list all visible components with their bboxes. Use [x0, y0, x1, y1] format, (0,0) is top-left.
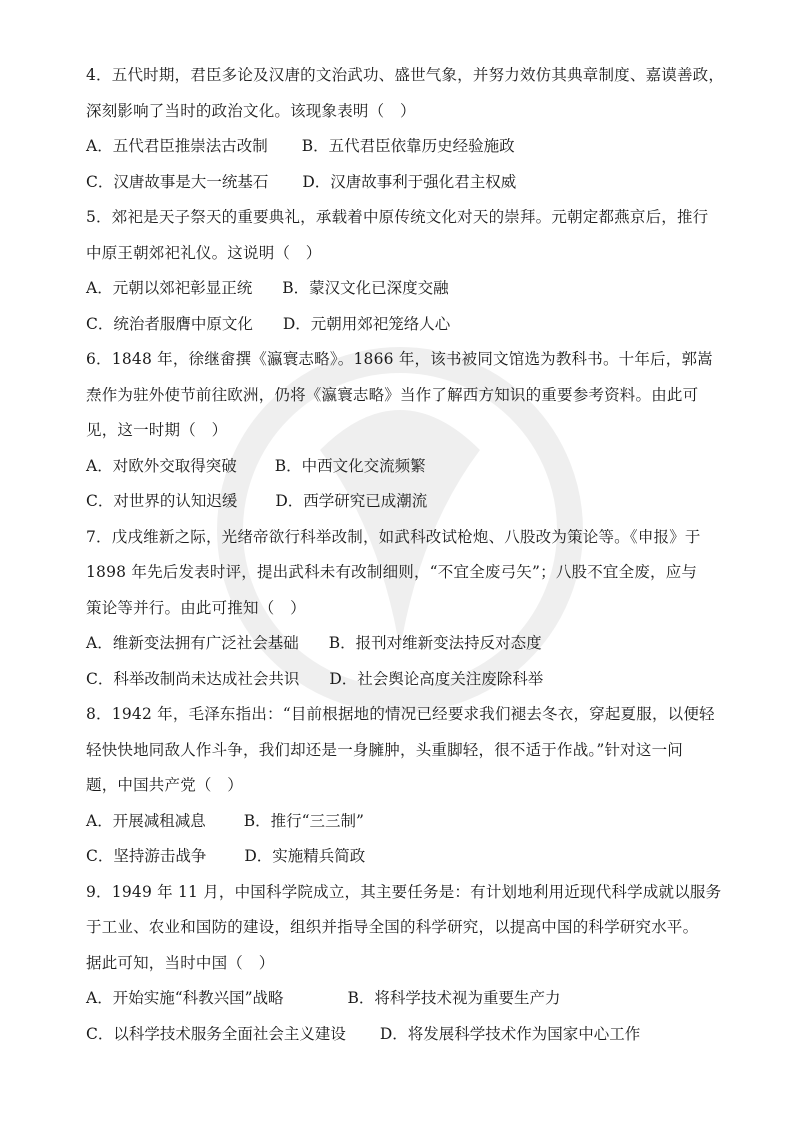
question-4-option-a[interactable]: A．五代君臣推崇法古改制: [86, 137, 268, 155]
question-8-stem-line-2: 轻快快地同敌人作斗争，我们却还是一身臃肿，头重脚轻，很不适于作战。”针对这一问: [86, 740, 683, 759]
question-4-option-d[interactable]: D．汉唐故事利于强化君主权威: [302, 172, 517, 191]
question-8-option-b[interactable]: B．推行“三三制”: [243, 811, 364, 830]
question-5-option-c[interactable]: C．统治者服膺中原文化: [86, 314, 253, 333]
question-9-stem-line-2: 于工业、农业和国防的建设，组织并指导全国的科学研究，以提高中国的科学研究水平。: [86, 918, 699, 936]
question-9-option-a[interactable]: A．开始实施“科教兴国”战略: [86, 989, 284, 1007]
question-5: [86, 200, 726, 342]
question-7-stem-line-3: 策论等并行。由此可推知（ ）: [86, 598, 306, 617]
question-4: [86, 58, 726, 200]
question-7-option-a[interactable]: A．维新变法拥有广泛社会基础: [86, 634, 299, 652]
question-8-options-row-1: [86, 804, 726, 840]
question-9-stem-line-3: 据此可知，当时中国（ ）: [86, 953, 275, 972]
question-5-options-row-1: [86, 271, 726, 307]
question-9-option-d[interactable]: D．将发展科学技术作为国家中心工作: [379, 1024, 641, 1043]
question-7-stem-line-2: 1898 年先后发表时评，提出武科未有改制细则，“不宜全废弓矢”；八股不宜全废，应与: [86, 563, 698, 581]
question-9-option-c[interactable]: C．以科学技术服务全面社会主义建设: [86, 1024, 346, 1043]
question-6-option-b[interactable]: B．中西文化交流频繁: [274, 456, 426, 475]
question-6-stem-line-1: 6．1848 年，徐继畲撰《瀛寰志略》。1866 年，该书被同文馆选为教科书。十年后，郭嵩: [86, 350, 713, 368]
question-6: [86, 342, 726, 520]
question-6-option-a[interactable]: A．对欧外交取得突破: [86, 456, 237, 475]
question-9: [86, 875, 726, 1053]
question-9-options-row-1: [86, 981, 726, 1017]
question-4-option-b[interactable]: B．五代君臣依靠历史经验施政: [301, 137, 515, 155]
question-5-stem-line-2: 中原王朝郊祀礼仪。这说明（ ）: [86, 243, 322, 262]
question-7-options-row-2: [86, 662, 726, 698]
question-9-option-b[interactable]: B．将科学技术视为重要生产力: [347, 989, 561, 1007]
question-9-options-row-2: [86, 1017, 726, 1053]
question-8: [86, 697, 726, 875]
question-6-option-d[interactable]: D．西学研究已成潮流: [275, 492, 428, 510]
question-8-option-d[interactable]: D．实施精兵简政: [244, 847, 366, 865]
question-6-options-row-1: [86, 449, 726, 485]
question-4-stem-line-2: 深刻影响了当时的政治文化。该现象表明（ ）: [86, 101, 416, 120]
question-8-options-row-2: [86, 839, 726, 875]
question-8-option-c[interactable]: C．坚持游击战争: [86, 847, 207, 865]
question-7-stem-line-1: 7．戊戌维新之际，光绪帝欲行科举改制，如武科改试枪炮、八股改为策论等。《申报》于: [86, 527, 701, 546]
question-6-options-row-2: [86, 484, 726, 520]
question-7-option-d[interactable]: D．社会舆论高度关注废除科举: [329, 669, 544, 688]
question-8-stem-line-3: 题，中国共产党（ ）: [86, 776, 244, 794]
question-4-option-c[interactable]: C．汉唐故事是大一统基石: [86, 172, 269, 191]
question-8-stem-line-1: 8．1942 年，毛泽东指出：“目前根据地的情况已经要求我们褪去冬衣，穿起夏服，以便轻: [86, 705, 715, 723]
question-6-stem-line-3: 见，这一时期（ ）: [86, 421, 228, 439]
question-9-stem-line-1: 9．1949 年 11 月，中国科学院成立，其主要任务是：有计划地利用近现代科学成就以服务: [86, 882, 722, 901]
question-list: [86, 58, 726, 1052]
question-4-options-row-2: [86, 165, 726, 201]
question-4-options-row-1: [86, 129, 726, 165]
question-7: [86, 520, 726, 698]
question-6-stem-line-2: 焘作为驻外使节前往欧洲，仍将《瀛寰志略》当作了解西方知识的重要参考资料。由此可: [86, 385, 699, 404]
question-5-stem-line-1: 5．郊祀是天子祭天的重要典礼，承载着中原传统文化对天的崇拜。元朝定都燕京后，推行: [86, 208, 709, 226]
question-5-option-a[interactable]: A．元朝以郊祀彰显正统: [86, 279, 253, 297]
question-5-option-d[interactable]: D．元朝用郊祀笼络人心: [282, 314, 451, 333]
question-7-options-row-1: [86, 626, 726, 662]
question-4-stem-line-1: 4．五代时期，君臣多论及汉唐的文治武功、盛世气象，并努力效仿其典章制度、嘉谟善政，: [86, 66, 725, 84]
question-5-options-row-2: [86, 307, 726, 343]
question-8-option-a[interactable]: A．开展减租减息: [86, 811, 206, 830]
question-5-option-b[interactable]: B．蒙汉文化已深度交融: [282, 279, 449, 297]
question-6-option-c[interactable]: C．对世界的认知迟缓: [86, 492, 238, 510]
question-7-option-b[interactable]: B．报刊对维新变法持反对态度: [328, 634, 542, 652]
question-7-option-c[interactable]: C．科举改制尚未达成社会共识: [86, 669, 300, 688]
